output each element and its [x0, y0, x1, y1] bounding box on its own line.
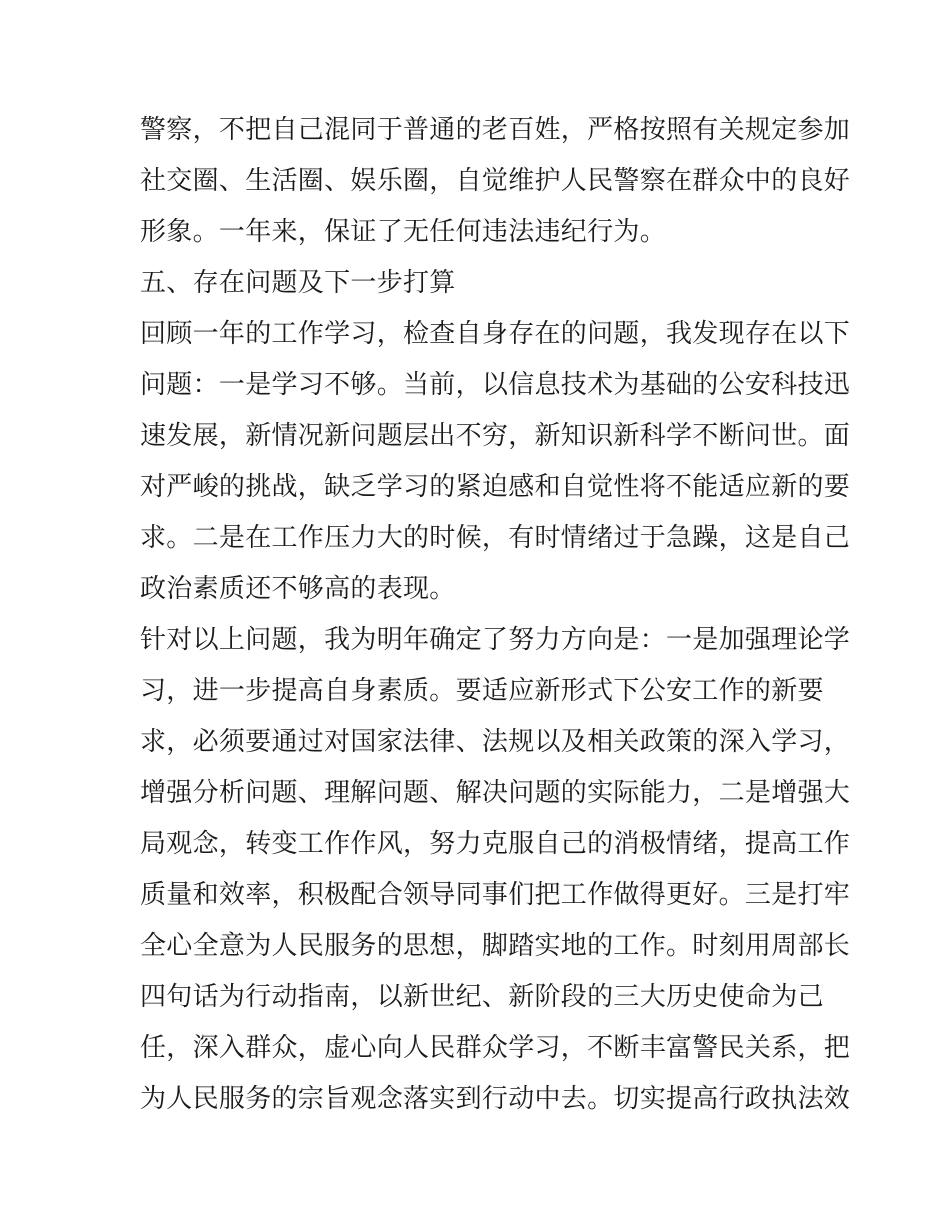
text-line: 回顾一年的工作学习，检查自身存在的问题，我发现存在以下	[140, 319, 851, 349]
text-line: 形象。一年来，保证了无任何违法违纪行为。	[140, 217, 667, 247]
text-line: 习，进一步提高自身素质。要适应新形式下公安工作的新要	[140, 676, 824, 706]
text-line: 速发展，新情况新问题层出不穷，新知识新科学不断问世。面	[140, 421, 851, 451]
text-line: 社交圈、生活圈、娱乐圈，自觉维护人民警察在群众中的良好	[140, 166, 851, 196]
text-line: 问题：一是学习不够。当前，以信息技术为基础的公安科技迅	[140, 370, 851, 400]
text-line: 全心全意为人民服务的思想，脚踏实地的工作。时刻用周部长	[140, 931, 851, 961]
text-line: 为人民服务的宗旨观念落实到行动中去。切实提高行政执法效	[140, 1084, 851, 1114]
text-line: 求。二是在工作压力大的时候，有时情绪过于急躁，这是自己	[140, 523, 851, 553]
text-line: 求，必须要通过对国家法律、法规以及相关政策的深入学习，	[140, 727, 851, 757]
section-heading: 五、存在问题及下一步打算	[140, 268, 456, 298]
text-line: 针对以上问题，我为明年确定了努力方向是：一是加强理论学	[140, 625, 851, 655]
text-line: 局观念，转变工作作风，努力克服自己的消极情绪，提高工作	[140, 829, 851, 859]
text-line: 任，深入群众，虚心向人民群众学习，不断丰富警民关系，把	[140, 1033, 851, 1063]
text-line: 警察，不把自己混同于普通的老百姓，严格按照有关规定参加	[140, 115, 851, 145]
text-line: 质量和效率，积极配合领导同事们把工作做得更好。三是打牢	[140, 880, 851, 910]
text-line: 政治素质还不够高的表现。	[140, 574, 456, 604]
text-line: 增强分析问题、理解问题、解决问题的实际能力，二是增强大	[140, 778, 851, 808]
text-line: 对严峻的挑战，缺乏学习的紧迫感和自觉性将不能适应新的要	[140, 472, 851, 502]
text-line: 四句话为行动指南，以新世纪、新阶段的三大历史使命为己	[140, 982, 824, 1012]
